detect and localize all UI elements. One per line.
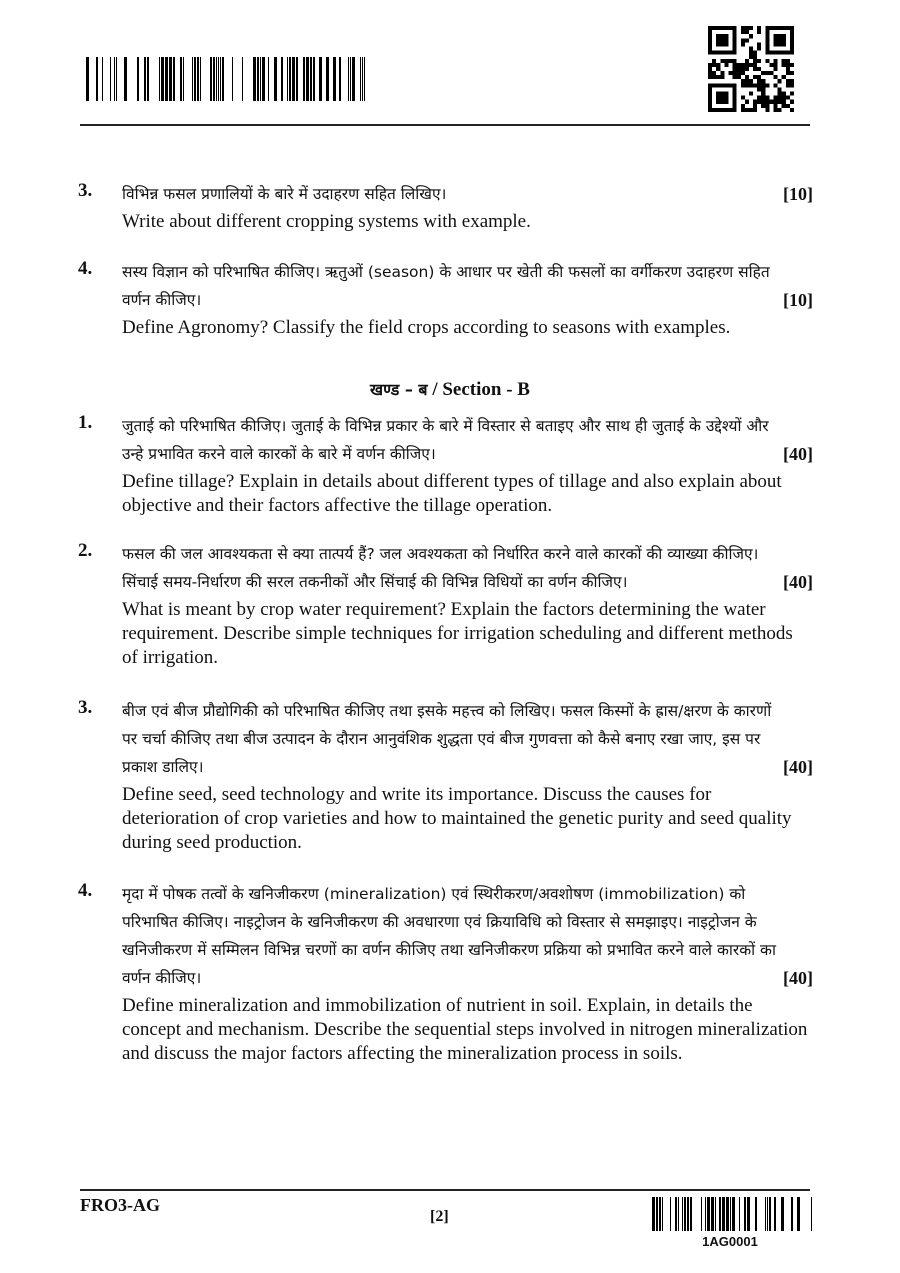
- section-separator: /: [432, 379, 438, 400]
- question-b3: [78, 697, 813, 855]
- bottom-barcode-icon: [646, 1197, 814, 1231]
- section-title-english: Section - B: [442, 379, 530, 400]
- question-number: 1.: [78, 412, 93, 433]
- qr-code-icon: [708, 26, 794, 112]
- question-b4: [78, 880, 813, 1066]
- barcode-text: 1AG0001: [702, 1234, 758, 1249]
- question-number: 2.: [78, 540, 93, 561]
- question-b2: [78, 540, 813, 670]
- question-english: Define seed, seed technology and write its importance. Discuss the causes for deterioration of crop varieties and how to maintained the genetic purity and seed quality during seed production.: [122, 784, 792, 853]
- question-english: Write about different cropping systems with example.: [122, 211, 531, 232]
- top-barcode-icon: [86, 57, 372, 101]
- question-english: What is meant by crop water requirement? Explain the factors determining the water requirement. Describe simple techniques for irrigation scheduling and different methods of irrigation.: [122, 599, 793, 668]
- marks: [10]: [783, 290, 813, 310]
- question-b1: [78, 412, 813, 518]
- question-a3: [78, 180, 813, 234]
- marks: [10]: [783, 184, 813, 204]
- footer-rule: [80, 1189, 810, 1191]
- question-hindi: मृदा में पोषक तत्वों के खनिजीकरण (mineralization) एवं स्थिरीकरण/अवशोषण (immobilization) को परिभाषित कीजिए। नाइट्रोजन के खनिजीकरण की अवधारणा एवं क्रियाविधि को विस्तार से समझाइए। नाइट्रोजन के खनिजीकरण में सम्मिलन विभिन्न चरणों का वर्णन कीजिए तथा खनिजीकरण प्रक्रिया को प्रभावित करने वाले कारकों का वर्णन कीजिए।: [122, 885, 776, 987]
- section-title-hindi: खण्ड – ब: [370, 380, 428, 399]
- question-number: 4.: [78, 880, 93, 901]
- question-english: Define tillage? Explain in details about different types of tillage and also explain about objective and their factors affective the tillage operation.: [122, 471, 782, 516]
- question-a4: [78, 258, 813, 340]
- section-b-heading: [0, 378, 900, 401]
- question-number: 3.: [78, 180, 93, 201]
- question-hindi: विभिन्न फसल प्रणालियों के बारे में उदाहरण सहित लिखिए।: [122, 185, 447, 203]
- question-number: 3.: [78, 697, 93, 718]
- paper-code: FRO3-AG: [80, 1195, 160, 1215]
- marks: [40]: [783, 572, 813, 592]
- question-hindi: फसल की जल आवश्यकता से क्या तात्पर्य हैं? जल अवश्यकता को निर्धारित करने वाले कारकों की व्याख्या कीजिए। सिंचाई समय-निर्धारण की सरल तकनीकों और सिंचाई की विभिन्न विधियों का वर्णन कीजिए।: [122, 545, 759, 591]
- page-number: [2]: [430, 1208, 449, 1225]
- question-hindi: जुताई को परिभाषित कीजिए। जुताई के विभिन्न प्रकार के बारे में विस्तार से बताइए और साथ ही जुताई के उद्देश्यों और उन्हे प्रभावित करने वाले कारकों के बारे में वर्णन कीजिए।: [122, 417, 769, 463]
- question-hindi: बीज एवं बीज प्रौद्योगिकी को परिभाषित कीजिए तथा इसके महत्त्व को लिखिए। फसल किस्मों के ह्रास/क्षरण के कारणों पर चर्चा कीजिए तथा बीज उत्पादन के दौरान आनुवंशिक शुद्धता एवं बीज गुणवत्ता को कैसे बनाए रखा जाए, इस पर प्रकाश डालिए।: [122, 702, 772, 776]
- header-rule: [80, 124, 810, 126]
- question-english: Define Agronomy? Classify the field crops according to seasons with examples.: [122, 317, 731, 338]
- marks: [40]: [783, 968, 813, 988]
- marks: [40]: [783, 444, 813, 464]
- question-english: Define mineralization and immobilization of nutrient in soil. Explain, in details the concept and mechanism. Describe the sequential steps involved in nitrogen mineralization and discuss the major factors affecting the mineralization process in soils.: [122, 995, 808, 1064]
- question-number: 4.: [78, 258, 93, 279]
- marks: [40]: [783, 757, 813, 777]
- question-hindi: सस्य विज्ञान को परिभाषित कीजिए। ऋतुओं (season) के आधार पर खेती की फसलों का वर्गीकरण उदाहरण सहित वर्णन कीजिए।: [122, 263, 770, 309]
